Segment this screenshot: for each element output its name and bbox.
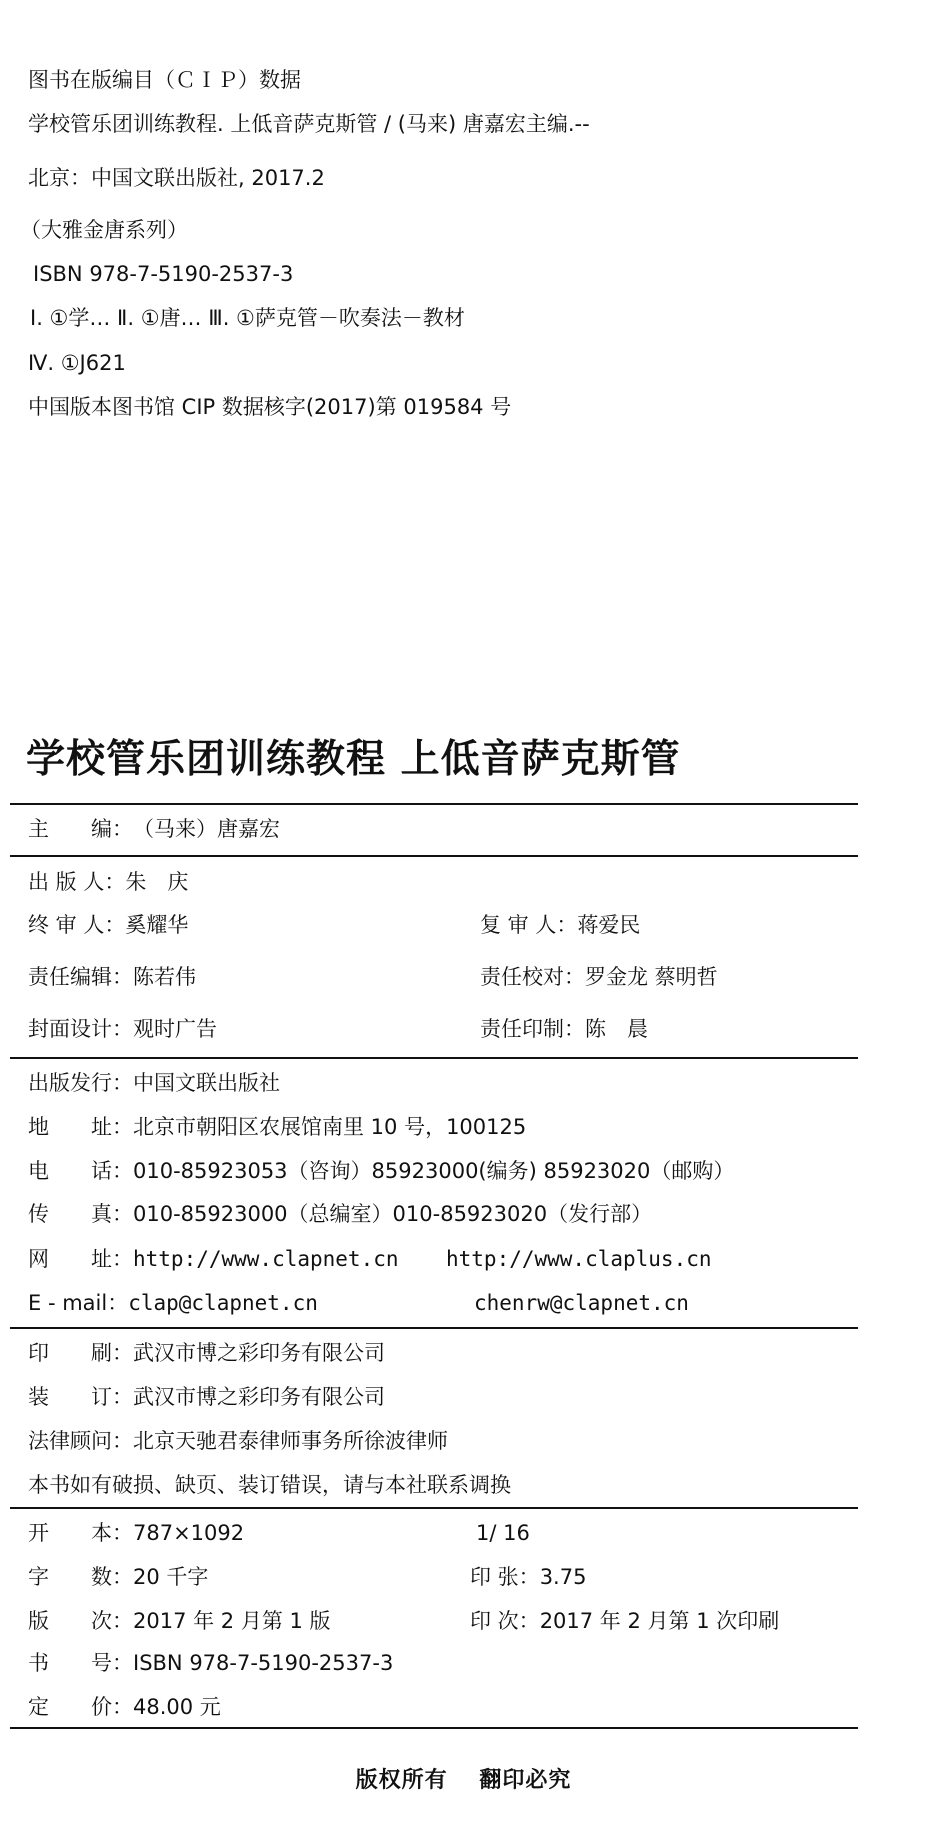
proofreader-row (480, 963, 718, 991)
sheets-label: 印 张： (470, 1565, 540, 1589)
cover-design-label: 封面设计： (28, 1017, 133, 1041)
second-reviewer-value: 蒋爱民 (577, 913, 641, 937)
edition-value: 2017 年 2 月第 1 版 (133, 1609, 331, 1633)
cip-series-line: （大雅金唐系列） (20, 218, 188, 242)
distributor-value: 中国文联出版社 (133, 1071, 280, 1095)
sheets-row (470, 1563, 586, 1591)
binder-row (28, 1383, 385, 1411)
format-label: 开 本： (28, 1521, 133, 1545)
address-row (28, 1113, 526, 1141)
divider-rule (10, 855, 858, 857)
printing-label: 印 次： (470, 1609, 540, 1633)
website-row (28, 1245, 399, 1273)
divider-rule (10, 1057, 858, 1059)
copyright-notice: 版权所有 翻印必究 (355, 1768, 572, 1793)
printer-value: 武汉市博之彩印务有限公司 (133, 1341, 385, 1365)
cip-heading: 图书在版编目（ＣＩＰ）数据 (28, 68, 301, 92)
printing-value: 2017 年 2 月第 1 次印刷 (539, 1609, 780, 1633)
word-count-row (28, 1563, 208, 1591)
book-number-label: 书 号： (28, 1651, 133, 1675)
distributor-row (28, 1069, 280, 1097)
email-link-secondary[interactable]: chenrw@clapnet.cn (474, 1291, 689, 1315)
phone-row (28, 1157, 734, 1185)
divider-rule (10, 1327, 858, 1329)
word-count-value: 20 千字 (133, 1565, 209, 1589)
cip-isbn-line: ISBN 978-7-5190-2537-3 (33, 262, 294, 286)
second-reviewer-label: 复 审 人： (480, 913, 578, 937)
printing-row (470, 1607, 779, 1635)
divider-rule (10, 1727, 858, 1729)
address-label: 地 址： (28, 1115, 133, 1139)
responsible-editor-label: 责任编辑： (28, 965, 133, 989)
legal-advisor-label: 法律顾问： (28, 1429, 133, 1453)
final-reviewer-label: 终 审 人： (28, 913, 126, 937)
final-reviewer-row (28, 911, 188, 939)
proofreader-value: 罗金龙 蔡明哲 (585, 965, 718, 989)
email-link-primary[interactable]: clap@clapnet.cn (128, 1291, 318, 1315)
distributor-label: 出版发行： (28, 1071, 133, 1095)
email-row (28, 1289, 318, 1317)
cip-publisher-line: 北京：中国文联出版社, 2017.2 (28, 166, 325, 190)
publisher-person-value: 朱 庆 (125, 870, 189, 894)
phone-label: 电 话： (28, 1159, 133, 1183)
cip-number-line: 中国版本图书馆 CIP 数据核字(2017)第 019584 号 (28, 395, 512, 419)
edition-label: 版 次： (28, 1609, 133, 1633)
publisher-person-row (28, 868, 188, 896)
legal-advisor-row (28, 1427, 448, 1455)
binder-label: 装 订： (28, 1385, 133, 1409)
email-label: E - mail： (28, 1291, 129, 1315)
website-secondary-row (446, 1245, 712, 1273)
cip-title-line: 学校管乐团训练教程. 上低音萨克斯管 / (马来) 唐嘉宏主编.-- (28, 112, 590, 136)
proofreader-label: 责任校对： (480, 965, 585, 989)
divider-rule (10, 803, 858, 805)
printer-row (28, 1339, 385, 1367)
responsible-editor-row (28, 963, 196, 991)
website-link-primary[interactable]: http://www.clapnet.cn (133, 1247, 399, 1271)
format-row (28, 1519, 244, 1547)
email-secondary-row (474, 1289, 689, 1317)
book-number-row (28, 1649, 393, 1677)
price-row (28, 1693, 221, 1721)
price-value: 48.00 元 (133, 1695, 221, 1719)
website-link-secondary[interactable]: http://www.claplus.cn (446, 1247, 712, 1271)
cover-design-row (28, 1015, 217, 1043)
print-supervisor-label: 责任印制： (480, 1017, 585, 1041)
format-value: 787×1092 (133, 1521, 245, 1545)
second-reviewer-row (480, 911, 640, 939)
responsible-editor-value: 陈若伟 (133, 965, 196, 989)
book-title: 学校管乐团训练教程 上低音萨克斯管 (26, 737, 681, 782)
printer-label: 印 刷： (28, 1341, 133, 1365)
editor-row (28, 815, 280, 843)
fax-value: 010-85923000（总编室）010-85923020（发行部） (133, 1202, 653, 1226)
edition-row (28, 1607, 331, 1635)
price-label: 定 价： (28, 1695, 133, 1719)
publisher-person-label: 出 版 人： (28, 870, 126, 894)
phone-value: 010-85923053（咨询）85923000(编务) 85923020（邮购） (133, 1159, 735, 1183)
format-fraction: 1/ 16 (476, 1521, 530, 1545)
editor-label: 主 编： (28, 817, 133, 841)
cover-design-value: 观时广告 (133, 1017, 217, 1041)
divider-rule (10, 1507, 858, 1509)
book-number-value: ISBN 978-7-5190-2537-3 (133, 1651, 394, 1675)
cip-clc-line: Ⅳ. ①J621 (28, 351, 126, 375)
legal-advisor-value: 北京天驰君泰律师事务所徐波律师 (133, 1429, 448, 1453)
address-value: 北京市朝阳区农展馆南里 10 号，100125 (133, 1115, 527, 1139)
editor-value: （马来）唐嘉宏 (133, 817, 280, 841)
website-label: 网 址： (28, 1247, 133, 1271)
damage-notice: 本书如有破损、缺页、装订错误，请与本社联系调换 (28, 1473, 511, 1497)
print-supervisor-value: 陈 晨 (585, 1017, 648, 1041)
print-supervisor-row (480, 1015, 648, 1043)
cip-classification-line: Ⅰ. ①学… Ⅱ. ①唐… Ⅲ. ①萨克管－吹奏法－教材 (30, 306, 465, 330)
binder-value: 武汉市博之彩印务有限公司 (133, 1385, 385, 1409)
fax-row (28, 1200, 652, 1228)
sheets-value: 3.75 (539, 1565, 587, 1589)
fax-label: 传 真： (28, 1202, 133, 1226)
word-count-label: 字 数： (28, 1565, 133, 1589)
final-reviewer-value: 奚耀华 (125, 913, 189, 937)
